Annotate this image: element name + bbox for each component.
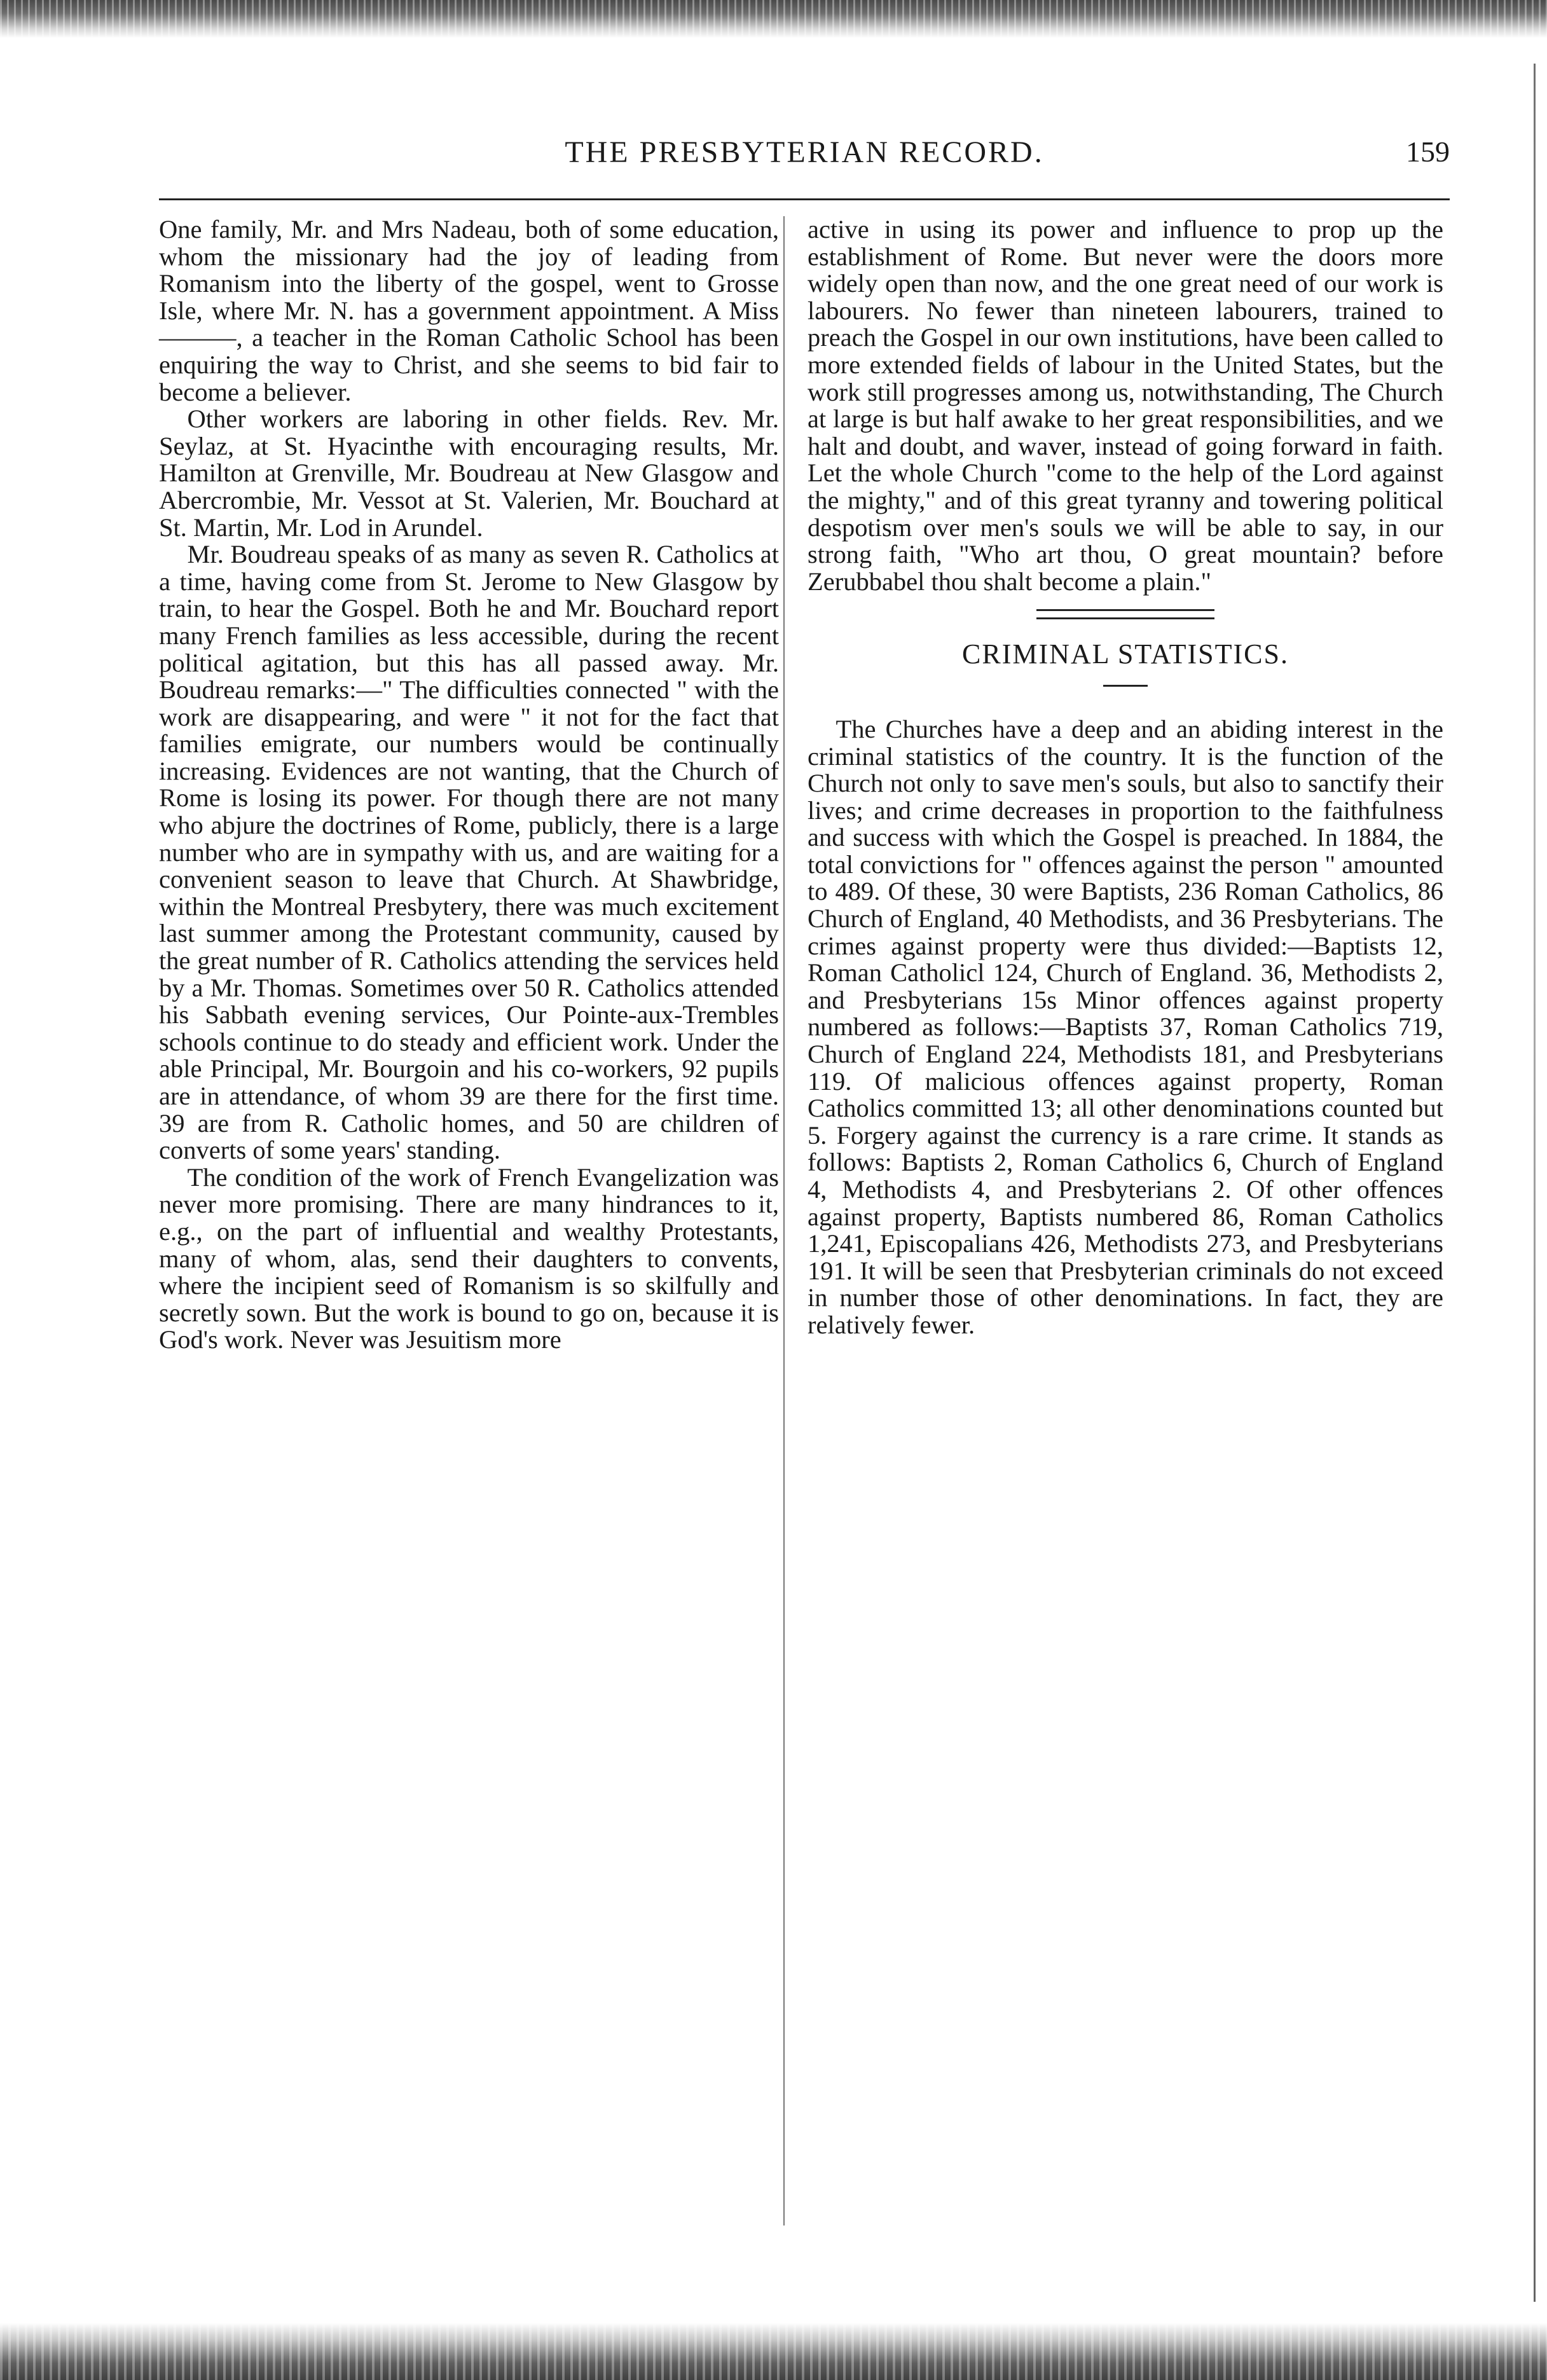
- scan-bottom-edge-texture: [0, 2323, 1547, 2380]
- section-title: CRIMINAL STATISTICS.: [962, 638, 1289, 670]
- left-paragraph-2: Other workers are laboring in other fields. Rev. Mr. Seylaz, at St. Hyacinthe with encouraging results, Mr. Hamilton at Grenville, Mr. Boudreau at New Glasgow and Abercrombie, Mr. Vessot at St. Valerien, Mr. Bouchard at St. Martin, Mr. Lod in Arundel.: [159, 404, 779, 542]
- left-column: [159, 216, 779, 1354]
- left-paragraph-3: Mr. Boudreau speaks of as many as seven R. Catholics at a time, having come from St. Jerome to New Glasgow by train, to hear the Gospel. Both he and Mr. Bouchard report many French families as less accessible, during the recent political agitation, but this has all passed away. Mr. Boudreau remarks:—" The difficulties connected " with the work are disappearing, and were " it not for the fact that families emigrate, our numbers would be continually increasing. Evidences are not wanting, that the Church of Rome is losing its power. For though there are not many who abjure the doctrines of Rome, publicly, there is a large number who are in sympathy with us, and are waiting for a convenient season to leave that Church. At Shawbridge, within the Montreal Presbytery, there was much excitement last summer among the Protestant community, caused by the great number of R. Catholics attending the services held by a Mr. Thomas. Sometimes over 50 R. Catholics attended his Sabbath evening services, Our Pointe-aux-Trembles schools continue to do steady and efficient work. Under the able Principal, Mr. Bourgoin and his co-workers, 92 pupils are in attendance, of whom 39 are there for the first time. 39 are from R. Catholic homes, and 50 are children of converts of some years' standing.: [159, 540, 779, 1165]
- running-title: THE PRESBYTERIAN RECORD.: [565, 135, 1044, 169]
- left-paragraph-1: One family, Mr. and Mrs Nadeau, both of some education, whom the missionary had the joy of leading from Romanism into the liberty of the gospel, went to Grosse Isle, where Mr. N. has a government appointment. A Miss———, a teacher in the Roman Catholic School has been enquiring the way to Christ, and she seems to bid fair to become a believer.: [159, 215, 779, 406]
- column-divider: [783, 216, 785, 2225]
- right-intro-paragraph: active in using its power and influence to prop up the establishment of Rome. But never were the doors more widely open than now, and the one great need of our work is labourers. No fewer than nineteen labourers, trained to preach the Gospel in our own institutions, have been called to more extended fields of labour in the United States, but the work still progresses among us, notwithstanding, The Church at large is but half awake to her great responsibilities, and we halt and doubt, and waver, instead of going forward in faith. Let the whole Church "come to the help of the Lord against the mighty," and of this great tyranny and towering political despotism over men's souls we will be able to say, in our strong faith, "Who art thou, O great mountain? before Zerubbabel thou shalt become a plain.": [808, 215, 1443, 596]
- header-rule: [159, 198, 1450, 200]
- scan-top-edge-texture: [0, 0, 1547, 38]
- section-separator: [1036, 609, 1214, 619]
- section-title-rule: [1103, 685, 1148, 687]
- right-column: [808, 216, 1443, 1339]
- left-paragraph-4: The condition of the work of French Evangelization was never more promising. There are many hindrances to it, e.g., on the part of influential and wealthy Protestants, many of whom, alas, send their daughters to convents, where the incipient seed of Romanism is so skilfully and secretly sown. But the work is bound to go on, because it is God's work. Never was Jesuitism more: [159, 1162, 779, 1354]
- criminal-statistics-paragraph: The Churches have a deep and an abiding interest in the criminal statistics of the country. It is the function of the Church not only to save men's souls, but also to sanctify their lives; and crime decreases in proportion to the faithfulness and success with which the Gospel is preached. In 1884, the total convictions for " offences against the person " amounted to 489. Of these, 30 were Baptists, 236 Roman Catholics, 86 Church of England, 40 Methodists, and 36 Presbyterians. The crimes against property were thus divided:—Baptists 12, Roman Catholicl 124, Church of England. 36, Methodists 2, and Presbyterians 15s Minor offences against property numbered as follows:—Baptists 37, Roman Catholics 719, Church of England 224, Methodists 181, and Presbyterians 119. Of malicious offences against property, Roman Catholics committed 13; all other denominations counted but 5. Forgery against the currency is a rare crime. It stands as follows: Baptists 2, Roman Catholics 6, Church of England 4, Methodists 4, and Presbyterians 2. Of other offences against property, Baptists numbered 86, Roman Catholics 1,241, Episcopalians 426, Methodists 273, and Presbyterians 191. It will be seen that Presbyterian criminals do not exceed in number those of other denominations. In fact, they are relatively fewer.: [808, 714, 1443, 1339]
- page-header: [159, 135, 1450, 179]
- page-number: 159: [1406, 135, 1450, 168]
- scan-right-edge: [1534, 64, 1536, 2302]
